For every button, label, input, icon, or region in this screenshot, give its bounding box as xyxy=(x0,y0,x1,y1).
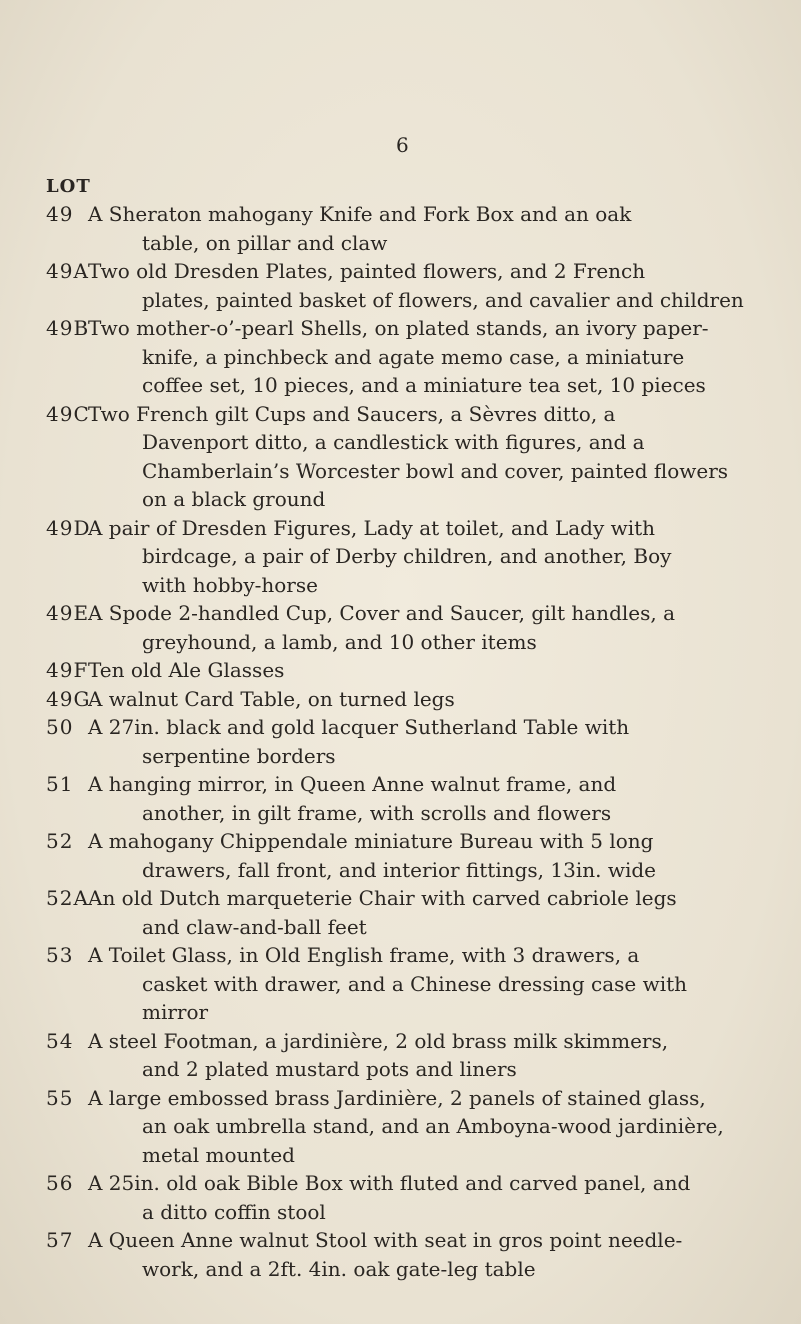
lot-list xyxy=(46,200,766,1283)
lot-entry xyxy=(46,827,766,884)
lot-entry xyxy=(46,1084,766,1170)
lot-description-continuation: another, in gilt frame, with scrolls and flowers xyxy=(142,800,612,825)
lot-description-line: A 27in. black and gold lacquer Sutherland Table with xyxy=(88,715,630,739)
lot-entry xyxy=(46,1169,766,1226)
lot-entry xyxy=(46,685,766,714)
lot-description-continuation: table, on pillar and claw xyxy=(142,230,388,255)
lot-number: 54 xyxy=(46,1028,74,1053)
lot-number: 49 xyxy=(46,202,74,226)
lot-description-line: A Toilet Glass, in Old English frame, with 3 drawers, a xyxy=(88,943,640,967)
lot-number: 52 xyxy=(46,829,74,853)
lot-description-continuation: Chamberlain’s Worcester bowl and cover, painted flowers xyxy=(142,458,729,483)
lot-description xyxy=(88,884,758,941)
lot-description-continuation: birdcage, a pair of Derby children, and another, Boy xyxy=(142,544,672,568)
lot-description-line: A Sheraton mahogany Knife and Fork Box and an oak xyxy=(88,202,632,226)
lot-description-continuation: on a black ground xyxy=(142,487,326,511)
lot-description xyxy=(88,1027,758,1084)
lot-entry xyxy=(46,941,766,1027)
lot-description xyxy=(88,685,758,714)
lot-number: 49F xyxy=(46,658,89,682)
lot-description-continuation: work, and a 2ft. 4in. oak gate-leg table xyxy=(142,1256,536,1281)
lot-description-continuation: a ditto coffin stool xyxy=(142,1199,326,1224)
lot-description-continuation: plates, painted basket of flowers, and cavalier and children xyxy=(142,287,744,312)
lot-number: 49A xyxy=(46,259,89,283)
lot-number: 57 xyxy=(46,1228,74,1252)
lot-description-line: A mahogany Chippendale miniature Bureau with 5 long xyxy=(88,829,654,853)
lot-entry xyxy=(46,656,766,685)
lot-entry xyxy=(46,599,766,656)
lot-description-line: Two old Dresden Plates, painted flowers, and 2 French xyxy=(88,259,646,283)
lot-description-line: A Spode 2-handled Cup, Cover and Saucer, gilt handles, a xyxy=(88,601,676,625)
lot-description xyxy=(88,941,758,1027)
lot-description-line: A 25in. old oak Bible Box with fluted and carved panel, and xyxy=(88,1171,691,1195)
lot-description xyxy=(88,200,758,257)
lot-description-line: An old Dutch marqueterie Chair with carved cabriole legs xyxy=(88,886,677,910)
lot-description-line: A steel Footman, a jardinière, 2 old brass milk skimmers, xyxy=(88,1028,669,1053)
lot-entry xyxy=(46,1226,766,1283)
lot-description-continuation: knife, a pinchbeck and agate memo case, a miniature xyxy=(142,344,685,369)
lot-description-continuation: mirror xyxy=(142,1000,209,1024)
lot-description-continuation: greyhound, a lamb, and 10 other items xyxy=(142,629,537,654)
lot-description xyxy=(88,770,758,827)
lot-description xyxy=(88,257,758,314)
lot-description xyxy=(88,827,758,884)
lot-description xyxy=(88,314,758,400)
lot-entry xyxy=(46,314,766,400)
lot-description-continuation: casket with drawer, and a Chinese dressing case with xyxy=(142,971,688,996)
lot-description-continuation: Davenport ditto, a candlestick with figures, and a xyxy=(142,430,645,454)
lot-description-line: A large embossed brass Jardinière, 2 panels of stained glass, xyxy=(88,1085,706,1110)
page-number: 6 xyxy=(396,133,410,157)
lot-description-continuation: and 2 plated mustard pots and liners xyxy=(142,1057,517,1081)
lot-entry xyxy=(46,514,766,600)
lot-entry xyxy=(46,770,766,827)
lot-number: 53 xyxy=(46,943,74,967)
lot-entry xyxy=(46,884,766,941)
lot-description-continuation: serpentine borders xyxy=(142,743,336,768)
lot-description xyxy=(88,713,758,770)
lot-description-line: Ten old Ale Glasses xyxy=(88,658,285,682)
lot-number: 50 xyxy=(46,715,74,739)
lot-description-continuation: metal mounted xyxy=(142,1142,295,1167)
lot-description-line: A Queen Anne walnut Stool with seat in gros point needle- xyxy=(88,1228,683,1252)
lot-description-line: Two French gilt Cups and Saucers, a Sèvres ditto, a xyxy=(88,401,616,426)
lot-number: 49G xyxy=(46,686,91,711)
lot-entry xyxy=(46,1027,766,1084)
lot-description xyxy=(88,514,758,600)
lot-number: 49D xyxy=(46,515,91,540)
lot-entry xyxy=(46,400,766,514)
lot-description-line: Two mother-o’-pearl Shells, on plated stands, an ivory paper- xyxy=(88,316,709,340)
lot-number: 51 xyxy=(46,772,74,796)
lot-entry xyxy=(46,713,766,770)
lot-description-line: A pair of Dresden Figures, Lady at toilet, and Lady with xyxy=(88,515,656,540)
lot-description xyxy=(88,1226,758,1283)
lot-number: 56 xyxy=(46,1171,74,1195)
lot-description-line: A walnut Card Table, on turned legs xyxy=(88,686,455,711)
lot-description-continuation: and claw-and-ball feet xyxy=(142,914,367,939)
lot-number: 49C xyxy=(46,401,90,426)
lot-description xyxy=(88,599,758,656)
lot-description-continuation: with hobby-horse xyxy=(142,572,318,597)
lot-number: 52A xyxy=(46,886,89,910)
lot-description-line: A hanging mirror, in Queen Anne walnut frame, and xyxy=(88,772,617,796)
lot-description xyxy=(88,400,758,514)
lot-number: 49B xyxy=(46,316,90,340)
lot-number: 49E xyxy=(46,601,90,625)
lot-description xyxy=(88,656,758,685)
lot-description xyxy=(88,1169,758,1226)
lot-description-continuation: coffee set, 10 pieces, and a miniature tea set, 10 pieces xyxy=(142,373,706,397)
lot-description xyxy=(88,1084,758,1170)
lot-column-header: LOT xyxy=(46,176,91,197)
lot-number: 55 xyxy=(46,1085,74,1110)
lot-entry xyxy=(46,257,766,314)
lot-description-continuation: an oak umbrella stand, and an Amboyna-wood jardinière, xyxy=(142,1114,724,1138)
lot-description-continuation: drawers, fall front, and interior fittings, 13in. wide xyxy=(142,857,656,882)
lot-entry xyxy=(46,200,766,257)
